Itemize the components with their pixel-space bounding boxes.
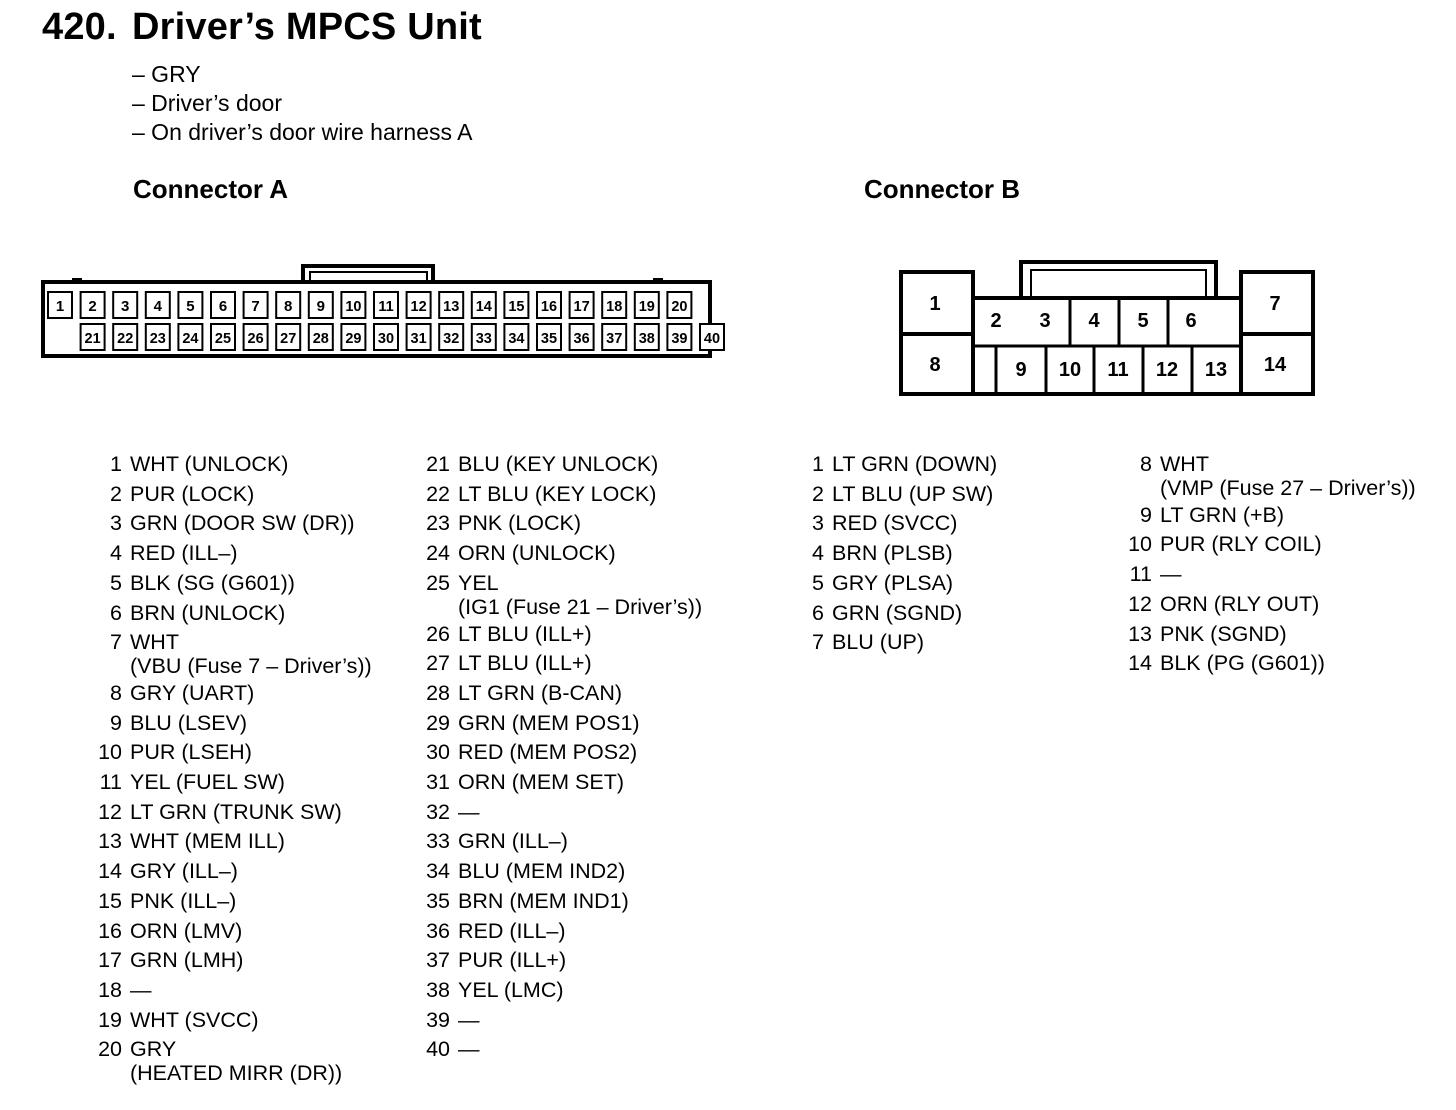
pin-number: 13	[98, 829, 122, 854]
pin-description	[458, 738, 637, 768]
description-color: – GRY	[132, 61, 201, 87]
pin-number: 19	[98, 1007, 122, 1032]
connector-a-latch	[303, 266, 433, 282]
wire-color-signal: BLU (LSEV)	[130, 710, 248, 735]
connector-a-cavity-label: 22	[117, 331, 134, 347]
pin-number: 14	[98, 859, 122, 884]
wire-color-signal: PUR (LSEH)	[130, 740, 252, 765]
wire-color-signal: —	[458, 1007, 480, 1032]
connector-a-pin-list-left	[92, 450, 372, 1086]
connector-b-diagram	[896, 256, 1320, 402]
wire-color-signal: GRN (SGND)	[832, 600, 963, 625]
connector-a-heading: Connector A	[133, 174, 289, 204]
connector-a-cavity-label: 34	[508, 331, 525, 347]
connector-a-pin-list-right	[420, 450, 702, 1065]
wire-color-signal: PNK (SGND)	[1160, 621, 1287, 646]
pin-description	[458, 798, 480, 828]
pin-number: 37	[426, 948, 450, 973]
pin-description	[1160, 501, 1284, 531]
wire-color-signal: WHT (MEM ILL)	[130, 829, 285, 854]
pin-number: 10	[1128, 532, 1152, 557]
wire-color-signal: ORN (UNLOCK)	[458, 541, 616, 566]
connector-a-cavity-label: 1	[55, 298, 65, 315]
pin-description	[458, 917, 566, 947]
wire-color-signal: YEL	[458, 570, 499, 595]
connector-a-cavity-label: 31	[410, 331, 427, 347]
pin-number: 8	[1140, 452, 1152, 476]
pin-number: 5	[110, 570, 122, 595]
pin-number: 3	[110, 511, 122, 536]
pin-description	[458, 480, 656, 510]
pin-row	[1122, 620, 1416, 650]
wire-color-signal: PUR (RLY COIL)	[1160, 532, 1322, 557]
pin-number: 30	[426, 740, 450, 765]
connector-a-cavity-label: 12	[410, 299, 427, 315]
pin-number: 5	[812, 570, 824, 595]
pin-number: 13	[1128, 621, 1152, 646]
pin-description	[130, 976, 152, 1006]
connector-a-cavity-label: 17	[573, 299, 590, 315]
pin-number: 9	[1140, 502, 1152, 527]
pin-number: 40	[426, 1037, 450, 1062]
pin-description	[130, 798, 342, 828]
connector-b-latch	[1021, 262, 1216, 298]
wire-color-signal: BLU (UP)	[832, 630, 924, 655]
pin-number: 35	[426, 888, 450, 913]
wire-color-signal: PUR (ILL+)	[458, 948, 567, 973]
pin-description	[458, 450, 658, 480]
wire-color-signal: GRY (UART)	[130, 680, 255, 705]
pin-description	[130, 857, 238, 887]
wire-color-signal: LT BLU (ILL+)	[458, 621, 592, 646]
pin-row	[794, 628, 997, 658]
pin-description	[130, 509, 355, 539]
pin-number: 7	[812, 630, 824, 655]
wire-color-signal: RED (ILL–)	[458, 918, 566, 943]
pin-row	[92, 709, 372, 739]
pin-description	[1160, 560, 1182, 590]
pin-description	[458, 649, 592, 679]
connector-a-cavity-label: 13	[443, 299, 460, 315]
pin-row	[794, 599, 997, 629]
pin-row	[420, 857, 702, 887]
pin-row	[92, 679, 372, 709]
connector-a-cavity-label: 2	[88, 298, 97, 315]
connector-a-cavity-label: 39	[671, 331, 688, 347]
pin-row	[794, 539, 997, 569]
connector-a-cavity-label: 27	[280, 331, 297, 347]
wire-signal-detail: (HEATED MIRR (DR))	[130, 1061, 343, 1086]
wire-color-signal: LT BLU (ILL+)	[458, 651, 592, 676]
pin-description	[130, 450, 288, 480]
connector-b-cavity-label: 12	[1155, 359, 1179, 381]
pin-row	[92, 798, 372, 828]
pin-row	[1122, 530, 1416, 560]
pin-description	[458, 1006, 480, 1036]
wire-color-signal: ORN (MEM SET)	[458, 770, 625, 795]
pin-row	[420, 649, 702, 679]
pin-description	[130, 887, 236, 917]
pin-row	[420, 539, 702, 569]
pin-number: 4	[812, 541, 824, 566]
pin-row	[92, 917, 372, 947]
pin-description	[458, 1035, 480, 1065]
pin-number: 11	[99, 770, 122, 795]
wire-color-signal: BLU (MEM IND2)	[458, 859, 626, 884]
pin-description	[1160, 649, 1325, 679]
pin-row	[420, 768, 702, 798]
pin-row	[92, 827, 372, 857]
wire-signal-detail: (IG1 (Fuse 21 – Driver’s))	[458, 594, 703, 619]
pin-number: 8	[110, 680, 122, 705]
connector-a-cavity-label: 23	[149, 331, 166, 347]
connector-b-pin-list-right	[1122, 450, 1416, 679]
wire-color-signal: ORN (LMV)	[130, 918, 243, 943]
pin-row	[420, 620, 702, 650]
pin-number: 18	[98, 977, 122, 1002]
wire-color-signal: PNK (LOCK)	[458, 511, 582, 536]
connector-a-cavity-label: 40	[703, 331, 721, 347]
connector-b-cavity-label: 10	[1058, 359, 1082, 381]
wire-color-signal: —	[458, 799, 480, 824]
pin-number: 4	[110, 541, 122, 566]
pin-description	[1160, 590, 1319, 620]
pin-row	[420, 1006, 702, 1036]
connector-a-cavity-label: 18	[606, 299, 623, 315]
wire-color-signal: GRY (PLSA)	[832, 570, 954, 595]
connector-a-cavity-label: 28	[312, 331, 329, 347]
wire-color-signal: RED (SVCC)	[832, 511, 958, 536]
pin-row	[92, 887, 372, 917]
connector-a-cavity-label: 37	[606, 331, 623, 347]
wire-color-signal: BRN (UNLOCK)	[130, 600, 286, 625]
pin-description	[832, 599, 962, 629]
pin-row	[794, 450, 997, 480]
wire-color-signal: LT GRN (B-CAN)	[458, 680, 623, 705]
wire-color-signal: RED (ILL–)	[130, 541, 238, 566]
pin-description	[458, 620, 592, 650]
pin-number: 2	[812, 481, 824, 506]
wire-color-signal: WHT (UNLOCK)	[130, 452, 289, 476]
pin-description	[458, 827, 568, 857]
pin-description	[832, 480, 993, 510]
pin-number: 10	[98, 740, 122, 765]
pin-description	[458, 539, 616, 569]
pin-number: 22	[426, 481, 450, 506]
pin-row	[92, 480, 372, 510]
pin-row	[420, 450, 702, 480]
connector-a-cavity-label: 32	[443, 331, 460, 347]
pin-description	[130, 827, 285, 857]
pin-description	[458, 857, 625, 887]
wire-color-signal: GRY (ILL–)	[130, 859, 238, 884]
wire-color-signal: LT GRN (TRUNK SW)	[130, 799, 342, 824]
wire-color-signal: —	[458, 1037, 480, 1062]
pin-row	[420, 1035, 702, 1065]
pin-row	[420, 509, 702, 539]
connector-b-cavity-label: 7	[1269, 293, 1281, 315]
pin-description	[130, 1006, 259, 1036]
pin-row	[420, 679, 702, 709]
pin-row	[1122, 560, 1416, 590]
pin-description	[458, 679, 622, 709]
connector-a-cavity-label: 11	[378, 299, 394, 315]
section-title: Driver’s MPCS Unit	[132, 6, 482, 48]
wire-color-signal: YEL (FUEL SW)	[130, 770, 285, 795]
pin-number: 3	[812, 511, 824, 536]
connector-a-cavity-label: 35	[540, 331, 558, 347]
connector-b-cavity-label: 3	[1039, 310, 1051, 332]
connector-b-cavity-label: 11	[1107, 359, 1129, 381]
connector-a-cavity-label: 30	[377, 331, 395, 347]
description-location: – Driver’s door	[132, 90, 282, 116]
section-number: 420.	[42, 6, 117, 48]
pin-number: 6	[110, 600, 122, 625]
connector-a-cavity-label: 16	[540, 299, 558, 315]
pin-description	[1160, 450, 1416, 501]
pin-description	[832, 509, 957, 539]
pin-number: 24	[426, 541, 450, 566]
pin-description	[130, 480, 254, 510]
wire-color-signal: BLU (KEY UNLOCK)	[458, 452, 659, 476]
connector-a-cavity-label: 7	[251, 298, 260, 315]
wire-signal-detail: (VBU (Fuse 7 – Driver’s))	[130, 653, 372, 678]
wire-color-signal: YEL (LMC)	[458, 977, 564, 1002]
wire-color-signal: BRN (PLSB)	[832, 541, 953, 566]
connector-a-cavity-label: 14	[475, 299, 492, 315]
wire-color-signal: —	[1160, 562, 1182, 587]
pin-number: 1	[110, 452, 122, 476]
wire-color-signal: LT BLU (UP SW)	[832, 481, 994, 506]
connector-b-pin-list-left	[794, 450, 997, 658]
wire-color-signal: PUR (LOCK)	[130, 481, 255, 506]
pin-row	[92, 738, 372, 768]
pin-number: 2	[110, 481, 122, 506]
wire-color-signal: GRN (DOOR SW (DR))	[130, 511, 355, 536]
pin-number: 26	[426, 621, 450, 646]
connector-b-cavity-label: 4	[1088, 310, 1100, 332]
connector-a-cavity-label: 21	[84, 331, 101, 347]
wire-color-signal: WHT (SVCC)	[130, 1007, 259, 1032]
pin-row	[92, 539, 372, 569]
pin-number: 28	[426, 680, 450, 705]
pin-number: 39	[426, 1007, 450, 1032]
wire-color-signal: PNK (ILL–)	[130, 888, 237, 913]
connector-b-cavity-label: 9	[1015, 359, 1027, 381]
connector-a-cavity-label: 6	[218, 298, 228, 315]
pin-number: 11	[1129, 562, 1152, 587]
wire-color-signal: BLK (SG (G601))	[130, 570, 295, 595]
pin-number: 7	[110, 630, 122, 655]
pin-row	[92, 1035, 372, 1086]
connector-a-cavity-label: 4	[153, 298, 162, 315]
unit-description	[132, 60, 472, 147]
connector-a-cavity-label: 20	[671, 299, 688, 315]
pin-description	[458, 976, 564, 1006]
pin-number: 9	[110, 710, 122, 735]
pin-description	[1160, 530, 1322, 560]
pin-description	[458, 709, 640, 739]
pin-description	[458, 509, 581, 539]
pin-number: 23	[426, 511, 450, 536]
wire-color-signal: GRY	[130, 1037, 177, 1062]
wire-color-signal: ORN (RLY OUT)	[1160, 591, 1320, 616]
pin-row	[1122, 501, 1416, 531]
wire-color-signal: BRN (MEM IND1)	[458, 888, 629, 913]
connector-a-cavity-label: 8	[284, 298, 293, 315]
pin-row	[92, 450, 372, 480]
pin-number: 32	[426, 799, 450, 824]
pin-description	[130, 599, 285, 629]
pin-number: 21	[426, 452, 450, 476]
pin-number: 34	[426, 859, 450, 884]
pin-row	[92, 628, 372, 679]
pin-row	[1122, 590, 1416, 620]
pin-description	[130, 709, 247, 739]
connector-b-cavity-label: 5	[1137, 310, 1149, 332]
pin-row	[420, 709, 702, 739]
pin-description	[458, 946, 566, 976]
pin-row	[92, 857, 372, 887]
pin-row	[420, 569, 702, 620]
pin-number: 20	[98, 1037, 122, 1062]
pin-description	[130, 946, 243, 976]
connector-a-cavity-label: 19	[638, 299, 655, 315]
pin-description	[130, 679, 254, 709]
connector-a-cavity-label: 25	[214, 331, 232, 347]
pin-description	[832, 628, 924, 658]
wire-color-signal: BLK (PG (G601))	[1160, 651, 1325, 676]
pin-row	[420, 738, 702, 768]
connector-a-cavity-label: 26	[247, 331, 264, 347]
pin-row	[1122, 649, 1416, 679]
description-harness: – On driver’s door wire harness A	[132, 119, 473, 145]
pin-number: 15	[98, 888, 122, 913]
connector-a-cavity-label: 10	[345, 299, 362, 315]
pin-row	[794, 509, 997, 539]
wire-color-signal: GRN (MEM POS1)	[458, 710, 640, 735]
pin-row	[1122, 450, 1416, 501]
connector-b-cavity-label: 2	[990, 310, 1002, 332]
pin-number: 14	[1128, 651, 1152, 676]
pin-row	[92, 946, 372, 976]
connector-b-cavity-label: 8	[929, 354, 941, 376]
pin-description	[458, 768, 624, 798]
pin-description	[130, 917, 242, 947]
pin-row	[794, 569, 997, 599]
wire-signal-detail: (VMP (Fuse 27 – Driver’s))	[1160, 475, 1416, 500]
pin-number: 16	[98, 918, 122, 943]
pin-description	[130, 569, 295, 599]
wire-color-signal: WHT	[130, 630, 179, 655]
pin-row	[420, 798, 702, 828]
pin-description	[130, 738, 252, 768]
pin-row	[420, 946, 702, 976]
pin-number: 17	[98, 948, 122, 973]
connector-a-cavity-label: 3	[121, 298, 130, 315]
connector-b-heading: Connector B	[864, 174, 1020, 204]
pin-row	[92, 1006, 372, 1036]
connector-a-cavity-label: 36	[573, 331, 590, 347]
connector-a-cavity-label: 9	[316, 298, 325, 315]
connector-a-diagram	[38, 258, 721, 362]
wire-color-signal: RED (MEM POS2)	[458, 740, 638, 765]
pin-row	[92, 976, 372, 1006]
pin-row	[420, 917, 702, 947]
connector-a-cavity-label: 33	[475, 331, 492, 347]
page-title	[42, 6, 482, 49]
wire-color-signal: LT BLU (KEY LOCK)	[458, 481, 657, 506]
wire-color-signal: —	[130, 977, 152, 1002]
pin-description	[130, 1035, 342, 1086]
wire-color-signal: GRN (ILL–)	[458, 829, 568, 854]
pin-number: 1	[812, 452, 824, 476]
pin-row	[92, 509, 372, 539]
wire-color-signal: LT GRN (DOWN)	[832, 452, 998, 476]
pin-row	[794, 480, 997, 510]
connector-a-cavity-label: 29	[345, 331, 362, 347]
connector-b-cavity-label: 6	[1185, 310, 1197, 332]
pin-row	[420, 480, 702, 510]
pin-description	[130, 628, 372, 679]
pin-number: 38	[426, 977, 450, 1002]
connector-b-cavity-label: 14	[1263, 354, 1287, 376]
connector-a-cavity-label: 15	[508, 299, 525, 315]
wire-color-signal: GRN (LMH)	[130, 948, 244, 973]
pin-row	[92, 768, 372, 798]
pin-number: 12	[1128, 591, 1152, 616]
connector-b-cavity-label: 1	[929, 293, 941, 315]
pin-number: 27	[426, 651, 450, 676]
pin-row	[92, 569, 372, 599]
pin-number: 25	[426, 570, 450, 595]
pin-row	[420, 887, 702, 917]
pin-number: 6	[812, 600, 824, 625]
pin-description	[832, 450, 997, 480]
pin-description	[130, 539, 238, 569]
connector-a-cavity-label: 38	[638, 331, 655, 347]
wire-color-signal: LT GRN (+B)	[1160, 502, 1285, 527]
connector-a-cavity-label: 5	[186, 298, 195, 315]
pin-number: 36	[426, 918, 450, 943]
pin-number: 12	[98, 799, 122, 824]
pin-row	[92, 599, 372, 629]
pin-description	[130, 768, 285, 798]
pin-number: 29	[426, 710, 450, 735]
pin-number: 33	[426, 829, 450, 854]
pin-row	[420, 827, 702, 857]
pin-number: 31	[426, 770, 450, 795]
pin-description	[458, 887, 629, 917]
pin-row	[420, 976, 702, 1006]
wire-color-signal: WHT	[1160, 452, 1209, 476]
connector-a-cavity-label: 24	[182, 331, 199, 347]
connector-b-cavity-label: 13	[1204, 359, 1228, 381]
pin-description	[832, 539, 953, 569]
pin-description	[458, 569, 702, 620]
pin-description	[832, 569, 953, 599]
pin-description	[1160, 620, 1287, 650]
